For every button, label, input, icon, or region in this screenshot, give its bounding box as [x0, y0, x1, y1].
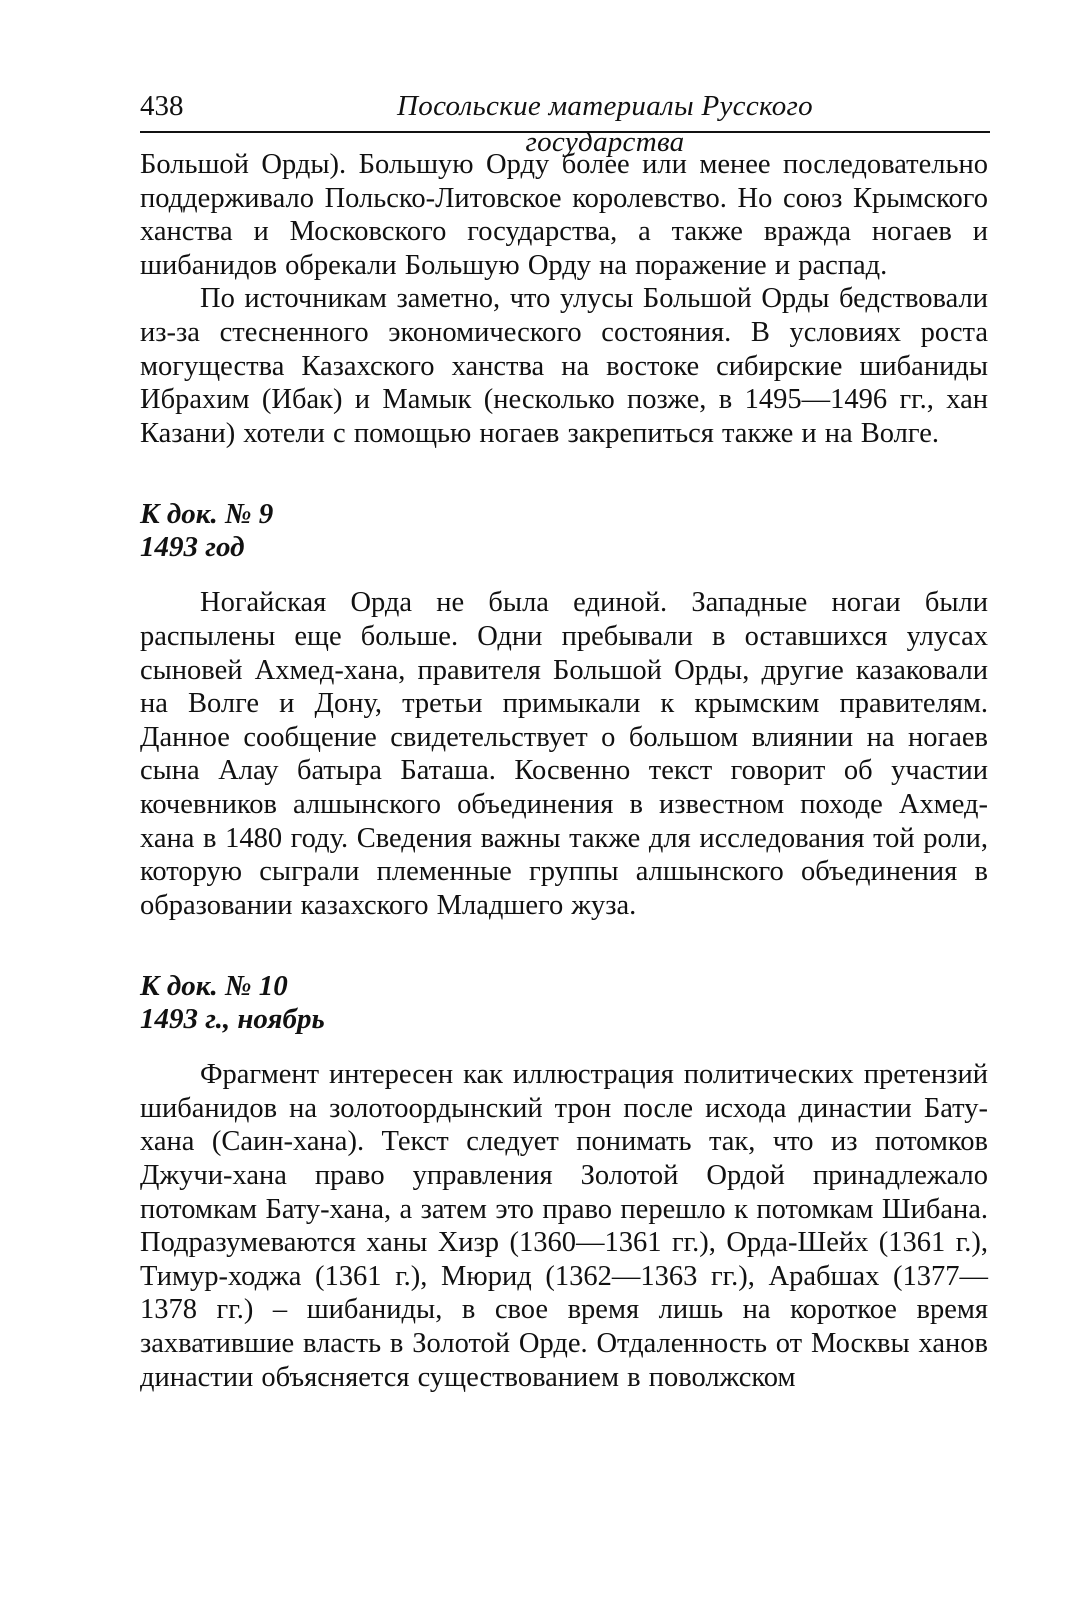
- section-9-title: К док. № 9: [140, 498, 274, 531]
- page-body: [140, 148, 988, 1394]
- section-10-title: К док. № 10: [140, 970, 288, 1003]
- page-header: [140, 88, 990, 158]
- header-rule: [140, 131, 990, 133]
- section-10-text: Фрагмент интересен как иллюстрация политических претензий шибанидов на золотоордынский трон после исхода династии Бату-хана (Саин-хана). Текст следует понимать так, что из потомков Джучи-хана право управления Золотой Ордой принадлежало потомкам Бату-хана, а затем это право перешло к потомкам Шибана. Подразумеваются ханы Хизр (1360—1361 гг.), Орда-Шейх (1361 г.), Тимур-ходжа (1361 г.), Мюрид (1362—1363 гг.), Арабшах (1377—1378 гг.) – шибаниды, в свое время лишь на короткое время захватившие власть в Золотой Орде. Отдаленность от Москвы ханов династии объясняется существованием в поволжском: [140, 1059, 988, 1393]
- page-number: 438: [140, 90, 184, 122]
- paragraph-steppe-economy: По источникам заметно, что улусы Большой Орды бедствовали из-за стесненного экономического состояния. В условиях роста могущества Казахского ханства на востоке сибирские шибаниды Ибрахим (Ибак) и Мамык (несколько позже, в 1495—1496 гг., хан Казани) хотели с помощью ногаев закрепиться также и на Волге.: [140, 283, 988, 449]
- section-10-date: 1493 г., ноябрь: [140, 1003, 325, 1036]
- section-9-text: Ногайская Орда не была единой. Западные ногаи были распылены еще больше. Одни пребывали в оставшихся улусах сыновей Ахмед-хана, правителя Большой Орды, другие казаковали на Волге и Дону, третьи примыкали к крымским правителям. Данное сообщение свидетельствует о большом влиянии на ногаев сына Алау батыра Баташа. Косвенно текст говорит об участии кочевников алшынского объединения в известном походе Ахмед-хана в 1480 году. Сведения важны также для исследования той роли, которую сыграли племенные группы алшынского объединения в образовании казахского Младшего жуза.: [140, 587, 988, 921]
- paragraph-continued: Большой Орды). Большую Орду более или менее последовательно поддерживало Польско-Литовское королевство. Но союз Крымского ханства и Московского государства, а также вражда ногаев и шибанидов обрекали Большую Орду на поражение и распад.: [140, 149, 988, 281]
- section-9-date: 1493 год: [140, 531, 245, 564]
- running-title: Посольские материалы Русского государства: [397, 90, 813, 158]
